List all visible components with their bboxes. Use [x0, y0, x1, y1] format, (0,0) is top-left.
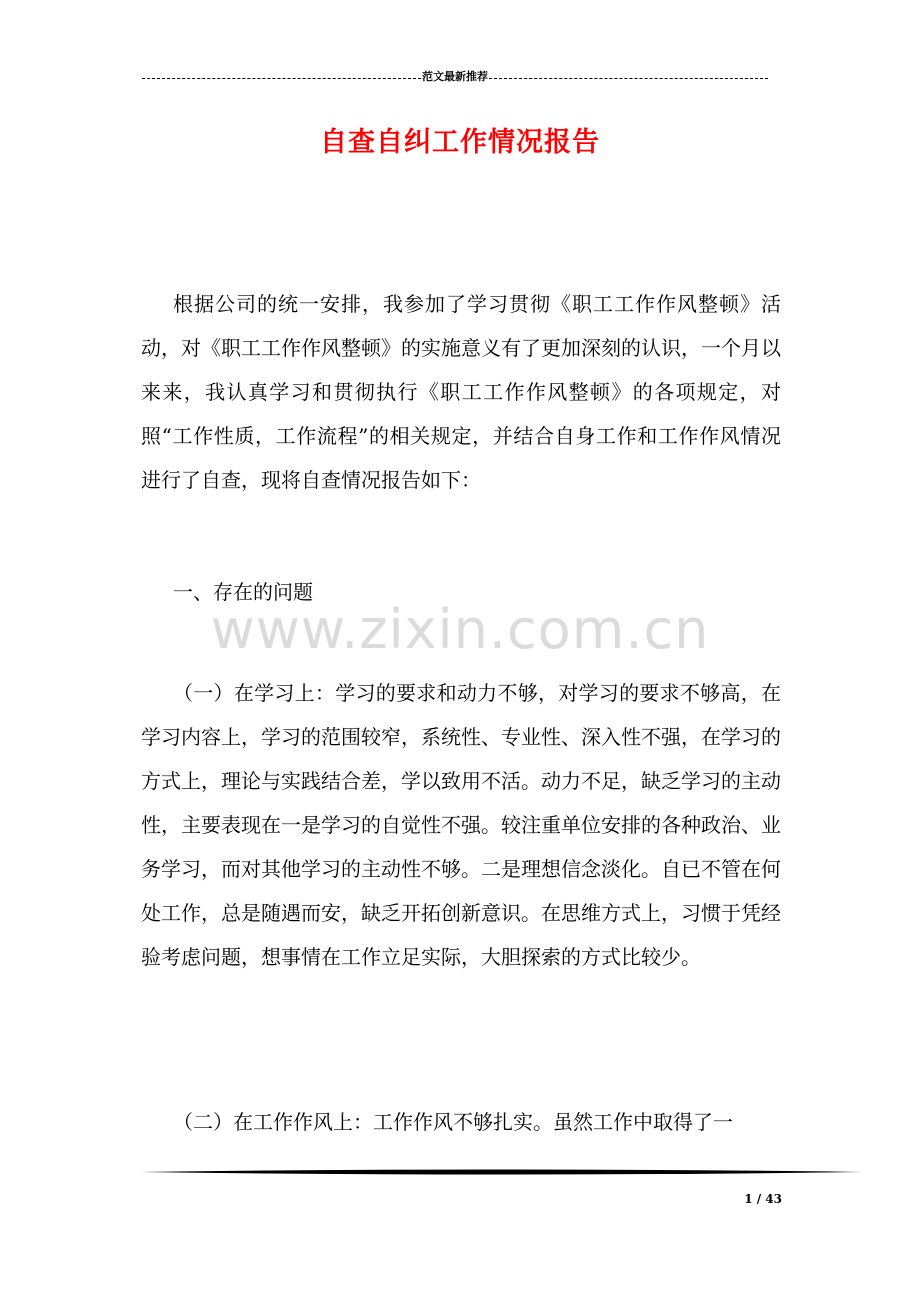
section-heading-problems: 一、存在的问题	[173, 580, 313, 604]
document-title: 自查自纠工作情况报告	[320, 127, 600, 158]
header-dash-right	[489, 78, 768, 79]
watermark: www.zixin.com.cn	[210, 598, 710, 661]
page-header	[142, 70, 768, 84]
paragraph-intro: 根据公司的统一安排，我参加了学习贯彻《职工工作作风整顿》活动，对《职工工作作风整顿》的实施意义有了更加深刻的认识，一个月以来来，我认真学习和贯彻执行《职工工作作风整顿》的各项规定，对照“工作性质，工作流程”的相关规定，并结合自身工作和工作作风情况进行了自查，现将自查情况报告如下：	[141, 292, 781, 492]
page-number: 1 / 43	[744, 1192, 782, 1206]
paragraph-study: （一）在学习上：学习的要求和动力不够，对学习的要求不够高，在学习内容上，学习的范围较窄，系统性、专业性、深入性不强，在学习的方式上，理论与实践结合差，学以致用不活。动力不足，缺乏学习的主动性，主要表现在一是学习的自觉性不强。较注重单位安排的各种政治、业务学习，而对其他学习的主动性不够。二是理想信念淡化。自已不管在何处工作，总是随遇而安，缺乏开拓创新意识。在思维方式上，习惯于凭经验考虑问题，想事情在工作立足实际，大胆探索的方式比较少。	[141, 681, 781, 969]
header-dash-left	[142, 78, 421, 79]
paragraph-work-style: （二）在工作作风上：工作作风不够扎实。虽然工作中取得了一	[173, 1110, 733, 1134]
footer-rule	[141, 1168, 863, 1176]
header-label: 范文最新推荐	[422, 70, 488, 83]
